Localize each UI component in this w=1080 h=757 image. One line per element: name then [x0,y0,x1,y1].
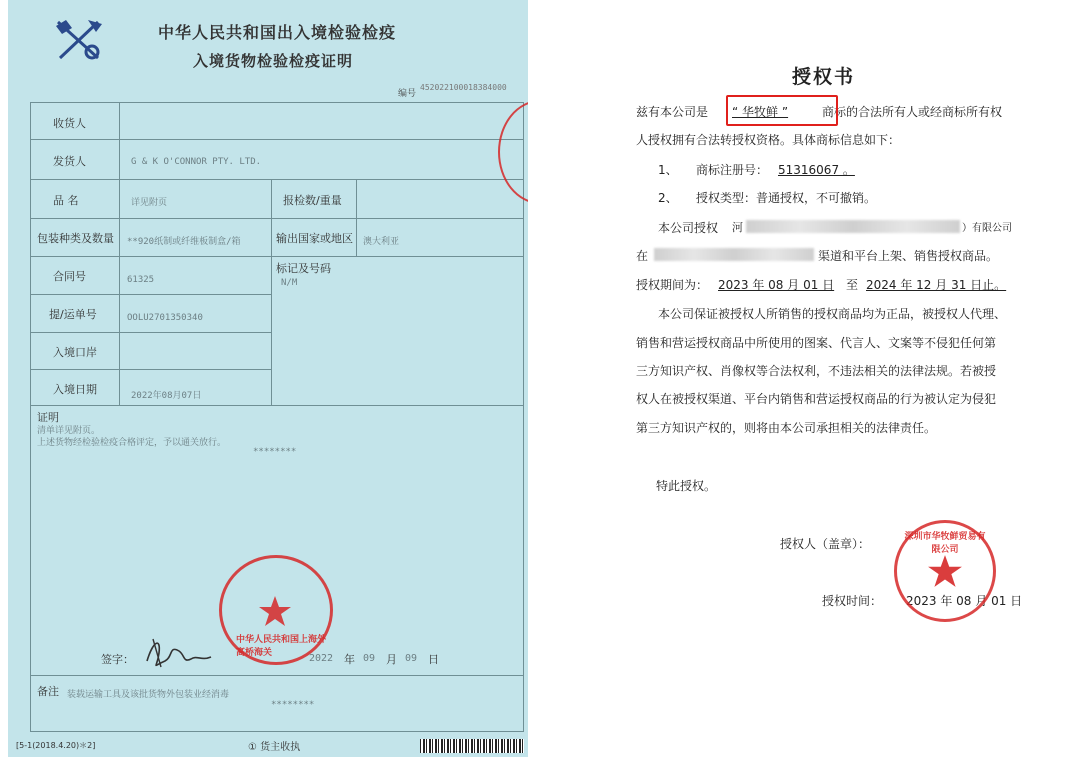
consignee-label: 收货人 [53,117,86,130]
certificate-title-line1: 中华人民共和国出入境检验检疫 [158,23,397,42]
p1-line2: 人授权拥有合法转授权资格。具体商标信息如下： [636,133,901,147]
trademark-name: “ 华牧鲜 ” [732,105,789,119]
quantity-label: 报检数/重量 [283,194,342,207]
bill-label: 提/运单号 [49,308,97,321]
row-divider [31,139,523,140]
certificate-title-line2: 入境货物检验检疫证明 [193,52,354,70]
registration-number: 51316067 。 [778,163,855,177]
closing: 特此授权。 [656,479,717,493]
row-divider [31,405,523,406]
signature-icon [139,631,219,671]
period-to-word: 至 [846,278,859,292]
highlight-box [726,95,838,126]
customs-seal [219,555,333,665]
star-icon [258,594,292,628]
col-divider [271,179,272,405]
contract-value: 61325 [127,275,155,285]
row-divider [31,256,523,257]
remarks-label: 备注 [37,685,59,698]
marks-label: 标记及号码 [276,262,331,275]
p3-line3: 三方知识产权、肖像权等合法权利，不违法相关的法律法规。若被授 [636,364,997,378]
inspection-certificate [8,0,528,757]
p3-line1: 本公司保证被授权人所销售的授权商品均为正品，被授权人代理、 [658,307,1007,321]
p1-end: 商标的合法所有人或经商标所有权 [822,105,1003,119]
row-divider [31,369,271,370]
redacted-licensee [746,220,960,233]
licensee-name-end: ）有限公司 [962,223,1012,234]
proof-line2: 上述货物经检验检疫合格评定，予以通关放行。 [37,438,227,448]
consignor-label: 发货人 [53,155,86,168]
item2-number: 2、 [658,191,678,205]
proof-label: 证明 [37,411,59,424]
col-divider [356,179,357,256]
sign-day: 09 [405,653,418,664]
goods-name-label: 品 名 [53,194,79,207]
package-value: **920纸制或纤维板制盒/箱 [127,237,241,247]
customs-emblem-icon [52,16,106,64]
barcode [420,739,524,753]
auth-time-label: 授权时间： [822,594,883,608]
licensee-name-start: 河 [732,221,743,234]
contract-label: 合同号 [53,270,86,283]
row-divider [31,332,271,333]
p3-line2: 销售和营运授权商品中所使用的图案、代言人、文案等不侵犯任何第 [636,336,997,350]
sign-month: 09 [363,653,376,664]
sign-year: 2022 [309,653,334,664]
row-divider [31,294,271,295]
p2-line2-start: 在 [636,249,649,263]
col-divider [119,103,120,405]
period-to: 2024 年 12 月 31 日止。 [866,278,1007,292]
p3-line5: 第三方知识产权的，则将由本公司承担相关的法律责任。 [636,421,937,435]
company-seal-text: 深圳市华牧鲜贸易有限公司 [904,532,986,555]
item1-number: 1、 [658,163,678,177]
certificate-table [30,102,524,732]
goods-name-value: 详见附页 [131,198,168,208]
authorizer-label: 授权人（盖章）： [780,537,871,551]
customs-seal-text: 中华人民共和国上海外高桥海关 [236,635,327,658]
sign-month-unit: 月 [386,653,397,666]
date-label: 入境日期 [53,383,97,396]
package-label: 包装种类及数量 [37,232,114,245]
p2-start: 本公司授权 [658,221,719,235]
remarks-stars: ******** [271,700,315,710]
letter-title: 授权书 [792,66,856,88]
period-label: 授权期间为： [636,278,709,292]
item1-label: 商标注册号： [696,163,769,177]
proof-line1: 清单详见附页。 [37,426,101,436]
row-divider [31,218,523,219]
p1-start: 兹有本公司是 [636,105,709,119]
period-from: 2023 年 08 月 01 日 [718,278,835,292]
authorization-letter [560,0,1080,757]
sign-day-unit: 日 [428,653,439,666]
origin-label: 输出国家或地区 [276,232,353,245]
star-icon [927,553,963,589]
bill-value: OOLU2701350340 [127,313,203,323]
date-value: 2022年08月07日 [131,391,202,401]
p3-line4: 权人在被授权渠道、平台内销售和营运授权商品的行为被认定为侵犯 [636,392,997,406]
company-seal [894,520,996,622]
redacted-channel [654,248,814,261]
origin-value: 澳大利亚 [363,237,400,247]
auth-time-value: 2023 年 08 月 01 日 [906,594,1023,608]
p2-line2-end: 渠道和平台上架、销售授权商品。 [818,249,999,263]
sign-year-unit: 年 [344,653,355,666]
proof-stars: ******** [253,447,297,457]
form-code: [5-1(2018.4.20)＊2] [16,741,96,750]
consignor-value: G & K O'CONNOR PTY. LTD. [131,157,262,167]
remarks-text: 装载运输工具及该批货物外包装业经消毒 [67,690,230,700]
marks-value: N/M [281,278,298,288]
item2-text: 授权类型：普通授权，不可撤销。 [696,191,877,205]
row-divider [31,675,523,676]
copy-note: ① 货主收执 [248,742,301,753]
row-divider [31,179,523,180]
sign-label: 签字： [101,653,134,666]
serial-number: 452022100018384000 [420,83,507,92]
serial-label: 编号 [398,89,417,99]
port-label: 入境口岸 [53,346,97,359]
